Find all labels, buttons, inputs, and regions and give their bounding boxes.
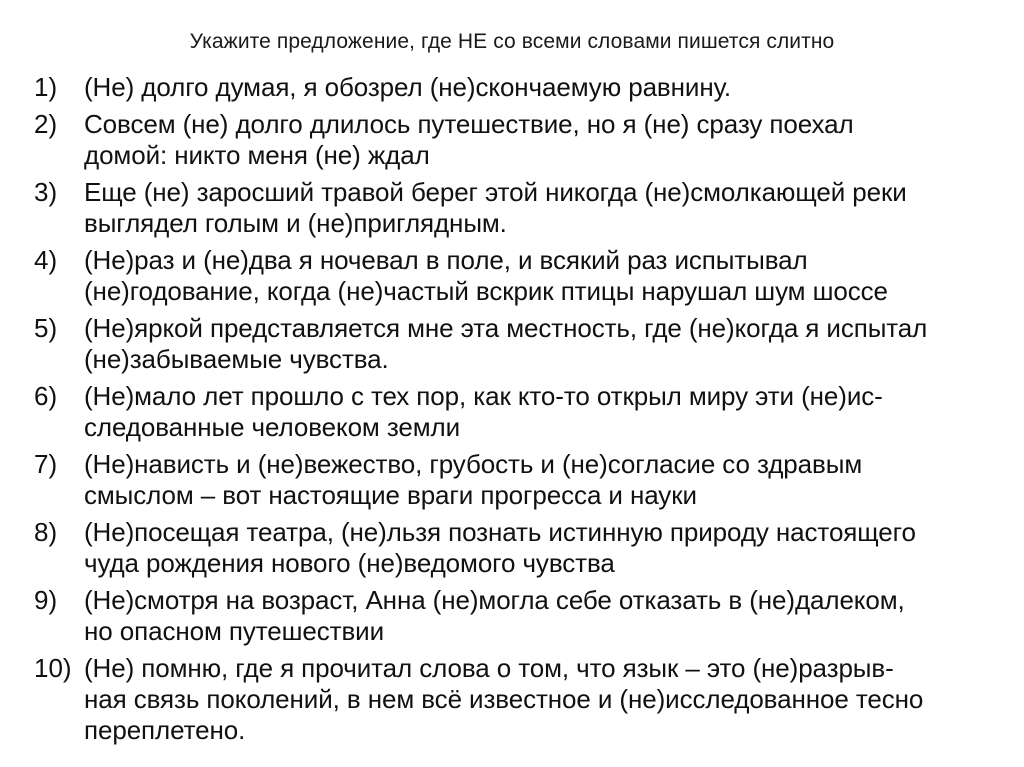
list-item: [34, 585, 1014, 647]
item-line: ная связь поколений, в нем всё известное и (не)исследованное тесно: [84, 684, 924, 714]
item-line: но опасном путешествии: [84, 616, 384, 646]
item-text: [84, 449, 1014, 511]
item-line: (Не) помню, где я прочитал слова о том, что язык – это (не)разрыв-: [84, 653, 894, 683]
item-line: (Не)яркой представляется мне эта местность, где (не)когда я испытал: [84, 313, 928, 343]
item-text: [84, 109, 1014, 171]
item-number: 8): [34, 517, 58, 547]
item-line: выглядел голым и (не)приглядным.: [84, 208, 507, 238]
item-line: домой: никто меня (не) ждал: [84, 140, 430, 170]
item-text: [84, 245, 1014, 307]
slide-title: Укажите предложение, где НЕ со всеми словами пишется слитно: [189, 30, 835, 53]
item-number: 10): [34, 653, 72, 683]
item-line: (Не)мало лет прошло с тех пор, как кто-то открыл миру эти (не)ис-: [84, 381, 883, 411]
item-number: 6): [34, 381, 58, 411]
item-line: Еще (не) заросший травой берег этой никогда (не)смолкающей реки: [84, 177, 907, 207]
list-item: [34, 72, 1014, 103]
item-line: (Не)раз и (не)два я ночевал в поле, и всякий раз испытывал: [84, 245, 808, 275]
sentence-list: [34, 72, 1014, 752]
list-item: [34, 449, 1014, 511]
item-line: переплетено.: [84, 715, 246, 745]
item-line: смыслом – вот настоящие враги прогресса и науки: [84, 480, 697, 510]
item-number: 5): [34, 313, 58, 343]
list-item: [34, 313, 1014, 375]
item-line: (не)забываемые чувства.: [84, 344, 389, 374]
list-item: [34, 381, 1014, 443]
item-line: (Не)нависть и (не)вежество, грубость и (не)согласие со здравым: [84, 449, 863, 479]
item-text: [84, 381, 1014, 443]
item-line: (Не)смотря на возраст, Анна (не)могла себе отказать в (не)далеком,: [84, 585, 905, 615]
item-line: (не)годование, когда (не)частый вскрик птицы нарушал шум шоссе: [84, 276, 888, 306]
list-item: [34, 653, 1014, 746]
item-text: [84, 72, 1014, 103]
item-number: 3): [34, 177, 58, 207]
item-number: 7): [34, 449, 58, 479]
item-line: чуда рождения нового (не)ведомого чувства: [84, 548, 615, 578]
list-item: [34, 109, 1014, 171]
item-line: Совсем (не) долго длилось путешествие, но я (не) сразу поехал: [84, 109, 854, 139]
item-text: [84, 177, 1014, 239]
item-number: 4): [34, 245, 58, 275]
list-item: [34, 517, 1014, 579]
item-text: [84, 313, 1014, 375]
item-text: [84, 585, 1014, 647]
item-number: 9): [34, 585, 58, 615]
list-item: [34, 245, 1014, 307]
item-line: следованные человеком земли: [84, 412, 460, 442]
item-text: [84, 653, 1014, 746]
list-item: [34, 177, 1014, 239]
item-number: 1): [34, 72, 58, 102]
item-line: (Не)посещая театра, (не)льзя познать истинную природу настоящего: [84, 517, 916, 547]
item-text: [84, 517, 1014, 579]
item-line: (Не) долго думая, я обозрел (не)скончаемую равнину.: [84, 72, 732, 102]
item-number: 2): [34, 109, 58, 139]
